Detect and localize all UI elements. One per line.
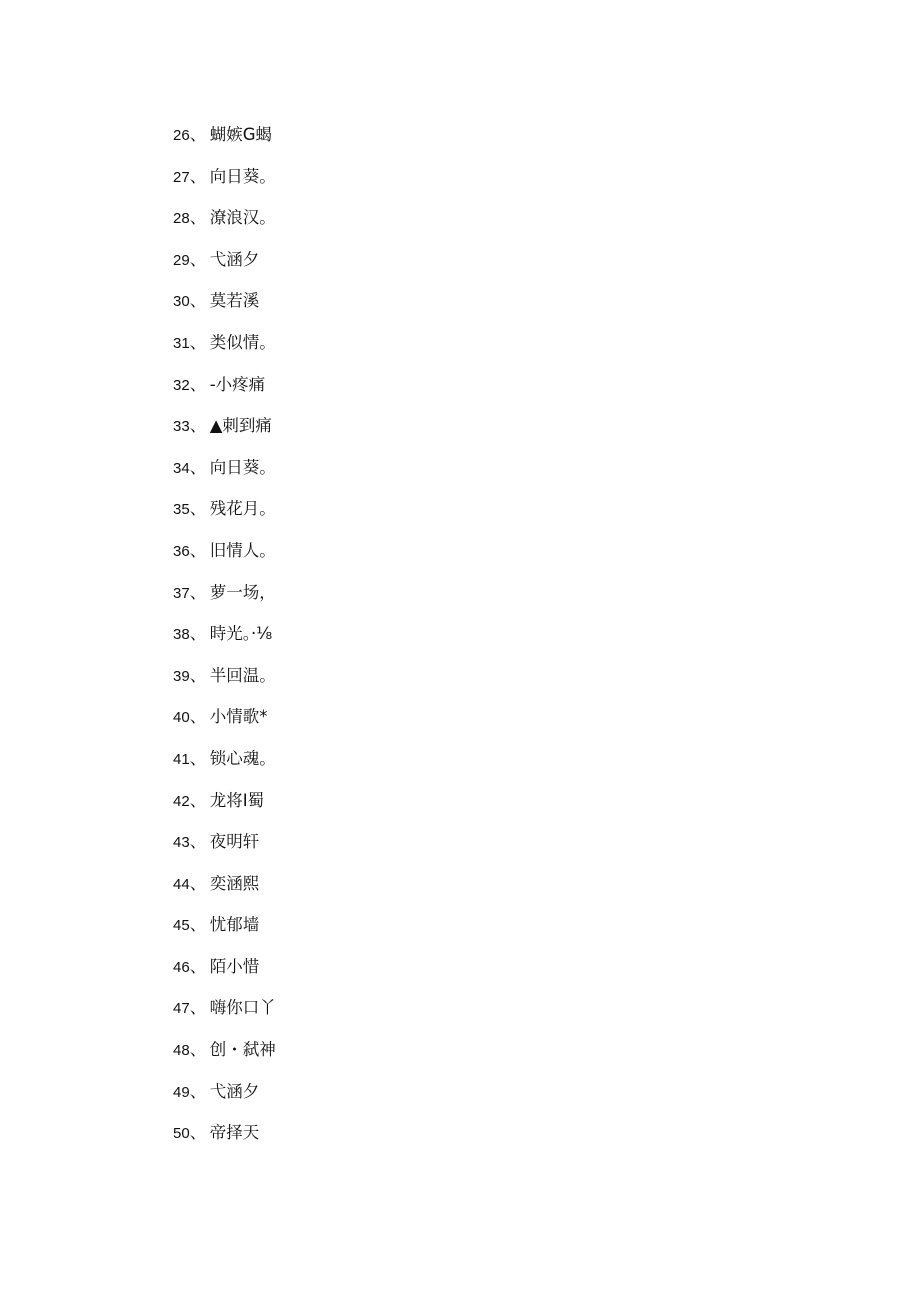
item-separator: 、 (189, 873, 207, 893)
item-number: 41 (173, 750, 190, 768)
list-item (173, 746, 276, 788)
item-number: 36 (173, 542, 190, 560)
item-number: 39 (173, 667, 190, 685)
item-text: 嗨你口丫 (209, 998, 276, 1018)
list-item (173, 164, 276, 206)
list-item (173, 413, 276, 455)
list-item (173, 538, 276, 580)
item-text: 向日葵。 (209, 166, 276, 186)
item-separator: 、 (189, 374, 207, 394)
list-item (173, 704, 276, 746)
item-separator: 、 (189, 915, 207, 935)
item-text: 旧情人。 (209, 540, 276, 560)
list-item (173, 788, 276, 830)
item-separator: 、 (189, 1123, 207, 1143)
item-separator: 、 (189, 499, 207, 519)
item-number: 43 (173, 834, 190, 852)
item-number: 35 (173, 501, 190, 519)
item-separator: 、 (189, 748, 207, 768)
item-separator: 、 (189, 208, 207, 228)
item-number: 40 (173, 709, 190, 727)
item-separator: 、 (189, 624, 207, 644)
item-number: 31 (173, 334, 190, 352)
item-separator: 、 (189, 1081, 207, 1101)
name-list (173, 122, 276, 1162)
item-separator: 、 (189, 416, 207, 436)
list-item (173, 1037, 276, 1079)
list-item (173, 912, 276, 954)
list-item (173, 995, 276, 1037)
list-item (173, 1120, 276, 1162)
item-separator: 、 (189, 707, 207, 727)
item-text: 半回温。 (209, 665, 276, 685)
item-text: 小情歌* (209, 707, 268, 727)
item-separator: 、 (189, 249, 207, 269)
item-separator: 、 (189, 790, 207, 810)
list-item (173, 122, 276, 164)
item-text: 奕涵熙 (209, 873, 260, 893)
list-item (173, 455, 276, 497)
item-number: 37 (173, 584, 190, 602)
item-separator: 、 (189, 540, 207, 560)
item-separator: 、 (189, 1040, 207, 1060)
item-separator: 、 (189, 125, 207, 144)
item-separator: 、 (189, 998, 207, 1018)
item-separator: 、 (189, 832, 207, 852)
item-text: 莫若溪 (209, 291, 260, 311)
item-text: -小疼痛 (209, 374, 266, 394)
item-text: 時光。·⅛ (209, 624, 273, 644)
item-text: 向日葵。 (209, 457, 276, 477)
item-separator: 、 (189, 166, 207, 186)
item-text: 陌小惜 (209, 956, 260, 976)
item-text: 锁心魂。 (209, 748, 276, 768)
item-number: 32 (173, 376, 190, 394)
item-number: 33 (173, 418, 190, 436)
item-number: 42 (173, 792, 190, 810)
item-text: 夜明轩 (209, 832, 260, 852)
item-separator: 、 (189, 291, 207, 311)
item-separator: 、 (189, 457, 207, 477)
item-text: ▲刺到痛 (209, 416, 272, 436)
item-separator: 、 (189, 956, 207, 976)
item-number: 50 (173, 1125, 190, 1143)
list-item (173, 372, 276, 414)
item-number: 48 (173, 1042, 190, 1060)
item-number: 49 (173, 1083, 190, 1101)
item-separator: 、 (189, 582, 207, 602)
item-number: 26 (173, 127, 190, 144)
item-text: 类似情。 (209, 332, 276, 352)
item-number: 46 (173, 958, 190, 976)
list-item (173, 829, 276, 871)
list-item (173, 288, 276, 330)
list-item (173, 871, 276, 913)
item-text: 弋涵夕 (209, 1081, 260, 1101)
item-text: 萝一场， (209, 582, 276, 602)
item-separator: 、 (189, 332, 207, 352)
list-item (173, 954, 276, 996)
list-item (173, 1079, 276, 1121)
item-text: 创・弑神 (209, 1040, 276, 1060)
item-text: 忧郁墙 (209, 915, 260, 935)
list-item (173, 621, 276, 663)
item-text: 龙将I蜀 (209, 790, 265, 810)
list-item (173, 205, 276, 247)
item-number: 44 (173, 875, 190, 893)
item-number: 29 (173, 251, 190, 269)
list-item (173, 580, 276, 622)
item-text: 帝择天 (209, 1123, 260, 1143)
list-item (173, 247, 276, 289)
item-number: 27 (173, 168, 190, 186)
item-number: 47 (173, 1000, 190, 1018)
item-separator: 、 (189, 665, 207, 685)
list-item (173, 496, 276, 538)
item-number: 30 (173, 293, 190, 311)
item-text: 潦浪汉。 (209, 208, 276, 228)
item-text: 残花月。 (209, 499, 276, 519)
item-number: 34 (173, 459, 190, 477)
item-text: 蝴嫉G蝎 (209, 125, 272, 144)
item-number: 38 (173, 626, 190, 644)
item-number: 28 (173, 210, 190, 228)
list-item (173, 663, 276, 705)
item-number: 45 (173, 917, 190, 935)
item-text: 弋涵夕 (209, 249, 260, 269)
list-item (173, 330, 276, 372)
